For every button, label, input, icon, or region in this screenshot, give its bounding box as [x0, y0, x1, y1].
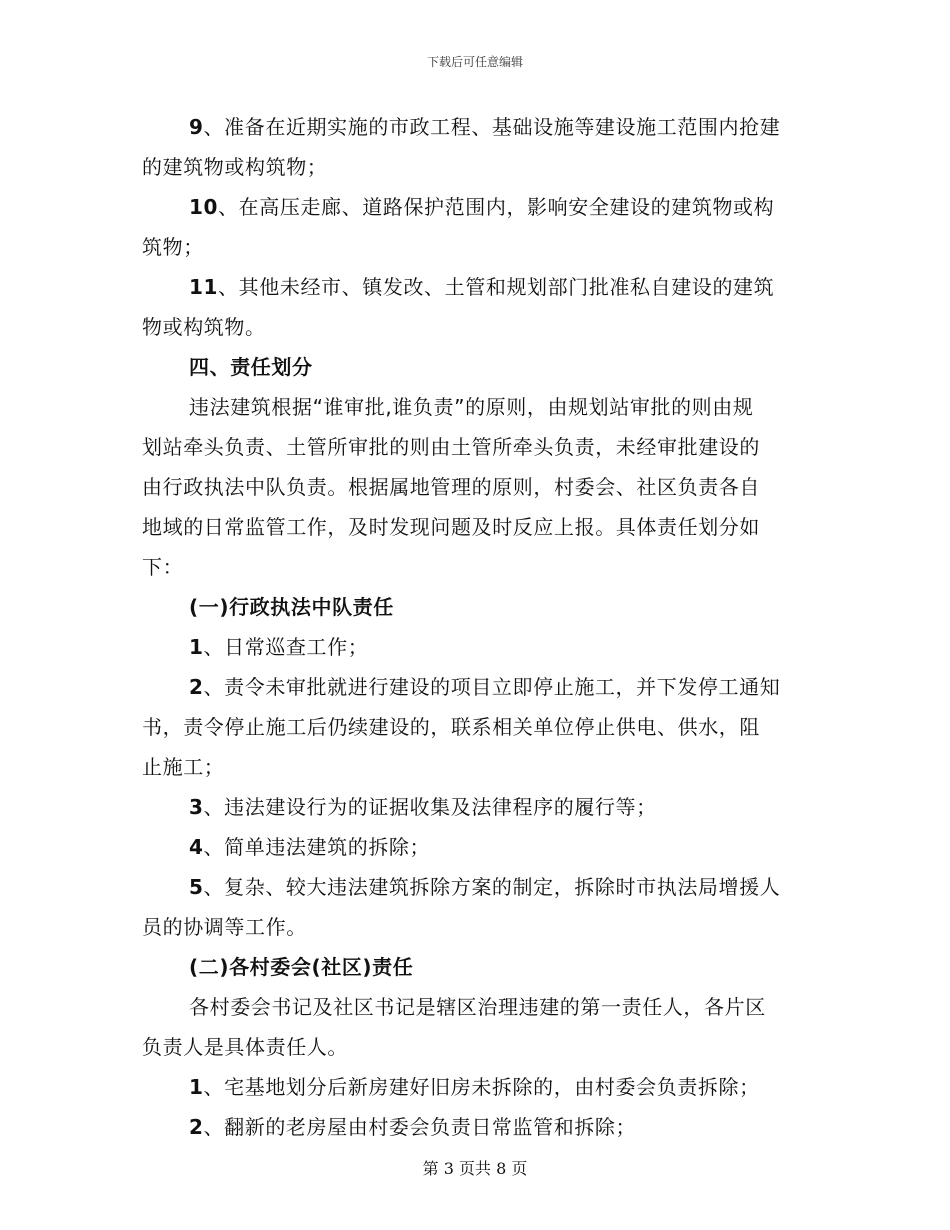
item-number: 1	[189, 1075, 204, 1099]
item-text: 、翻新的老房屋由村委会负责日常监管和拆除；	[203, 1115, 637, 1139]
item-text: 、复杂、较大违法建筑拆除方案的制定，拆除时市执法局增援人	[203, 875, 781, 899]
list-item	[142, 1107, 812, 1147]
line-text: 违法建筑根据“谁审批,谁负责”的原则，由规划站审批的则由规	[189, 395, 754, 419]
item-text: 、其他未经市、镇发改、土管和规划部门批准私自建设的建筑	[218, 275, 775, 299]
line-text: 各村委会书记及社区书记是辖区治理违建的第一责任人，各片区	[189, 995, 766, 1019]
page-number: 第 3 页共 8 页	[422, 1159, 528, 1178]
paragraph-line	[142, 507, 812, 547]
subsection-heading: (二)各村委会(社区)责任	[189, 955, 414, 979]
line-text: 由行政执法中队负责。根据属地管理的原则，村委会、社区负责各自	[142, 475, 760, 499]
item-text: 、简单违法建筑的拆除；	[203, 835, 431, 859]
item-number: 1	[189, 635, 204, 659]
item-number: 2	[189, 1115, 204, 1139]
line-text: 筑物；	[142, 235, 204, 259]
list-item	[142, 787, 812, 827]
item-number: 4	[189, 835, 204, 859]
paragraph-line	[142, 227, 812, 267]
list-item	[142, 187, 812, 227]
list-item	[142, 867, 812, 907]
item-number: 11	[189, 275, 219, 299]
document-body	[142, 107, 812, 1147]
line-text: 的建筑物或构筑物；	[142, 155, 328, 179]
list-item	[142, 1067, 812, 1107]
paragraph-line	[142, 987, 812, 1027]
paragraph-line	[142, 747, 812, 787]
line-text: 划站牵头负责、土管所审批的则由土管所牵头负责，未经审批建设的	[142, 435, 760, 459]
paragraph-line	[142, 907, 812, 947]
item-text: 、在高压走廊、道路保护范围内，影响安全建设的建筑物或构	[218, 195, 775, 219]
paragraph-line	[142, 307, 812, 347]
list-item	[142, 267, 812, 307]
paragraph-line	[142, 467, 812, 507]
list-item	[142, 827, 812, 867]
item-number: 3	[189, 795, 204, 819]
item-number: 5	[189, 875, 204, 899]
item-text: 、宅基地划分后新房建好旧房未拆除的，由村委会负责拆除；	[203, 1075, 760, 1099]
line-text: 负责人是具体责任人。	[142, 1035, 348, 1059]
item-text: 、违法建设行为的证据收集及法律程序的履行等；	[203, 795, 657, 819]
line-text: 书，责令停止施工后仍续建设的，联系相关单位停止供电、供水，阻	[142, 715, 760, 739]
page-header-note: 下载后可任意编辑	[426, 55, 523, 69]
item-text: 、责令未审批就进行建设的项目立即停止施工，并下发停工通知	[203, 675, 781, 699]
item-number: 10	[189, 195, 219, 219]
item-text: 、准备在近期实施的市政工程、基础设施等建设施工范围内抢建	[203, 115, 781, 139]
line-text: 员的协调等工作。	[142, 915, 307, 939]
item-text: 、日常巡查工作；	[203, 635, 369, 659]
list-item	[142, 107, 812, 147]
paragraph-line	[142, 547, 812, 587]
paragraph-line	[142, 387, 812, 427]
line-text: 止施工；	[142, 755, 225, 779]
paragraph-line	[142, 427, 812, 467]
section-heading: 四、责任划分	[189, 355, 313, 379]
line-text: 下：	[142, 555, 184, 579]
paragraph-line	[142, 1027, 812, 1067]
list-item	[142, 627, 812, 667]
paragraph-line	[142, 707, 812, 747]
line-text: 物或构筑物。	[142, 315, 266, 339]
paragraph-line	[142, 147, 812, 187]
item-number: 9	[189, 115, 204, 139]
list-item	[142, 667, 812, 707]
item-number: 2	[189, 675, 204, 699]
line-text: 地域的日常监管工作，及时发现问题及时反应上报。具体责任划分如	[142, 515, 760, 539]
subsection-heading: (一)行政执法中队责任	[189, 595, 394, 619]
